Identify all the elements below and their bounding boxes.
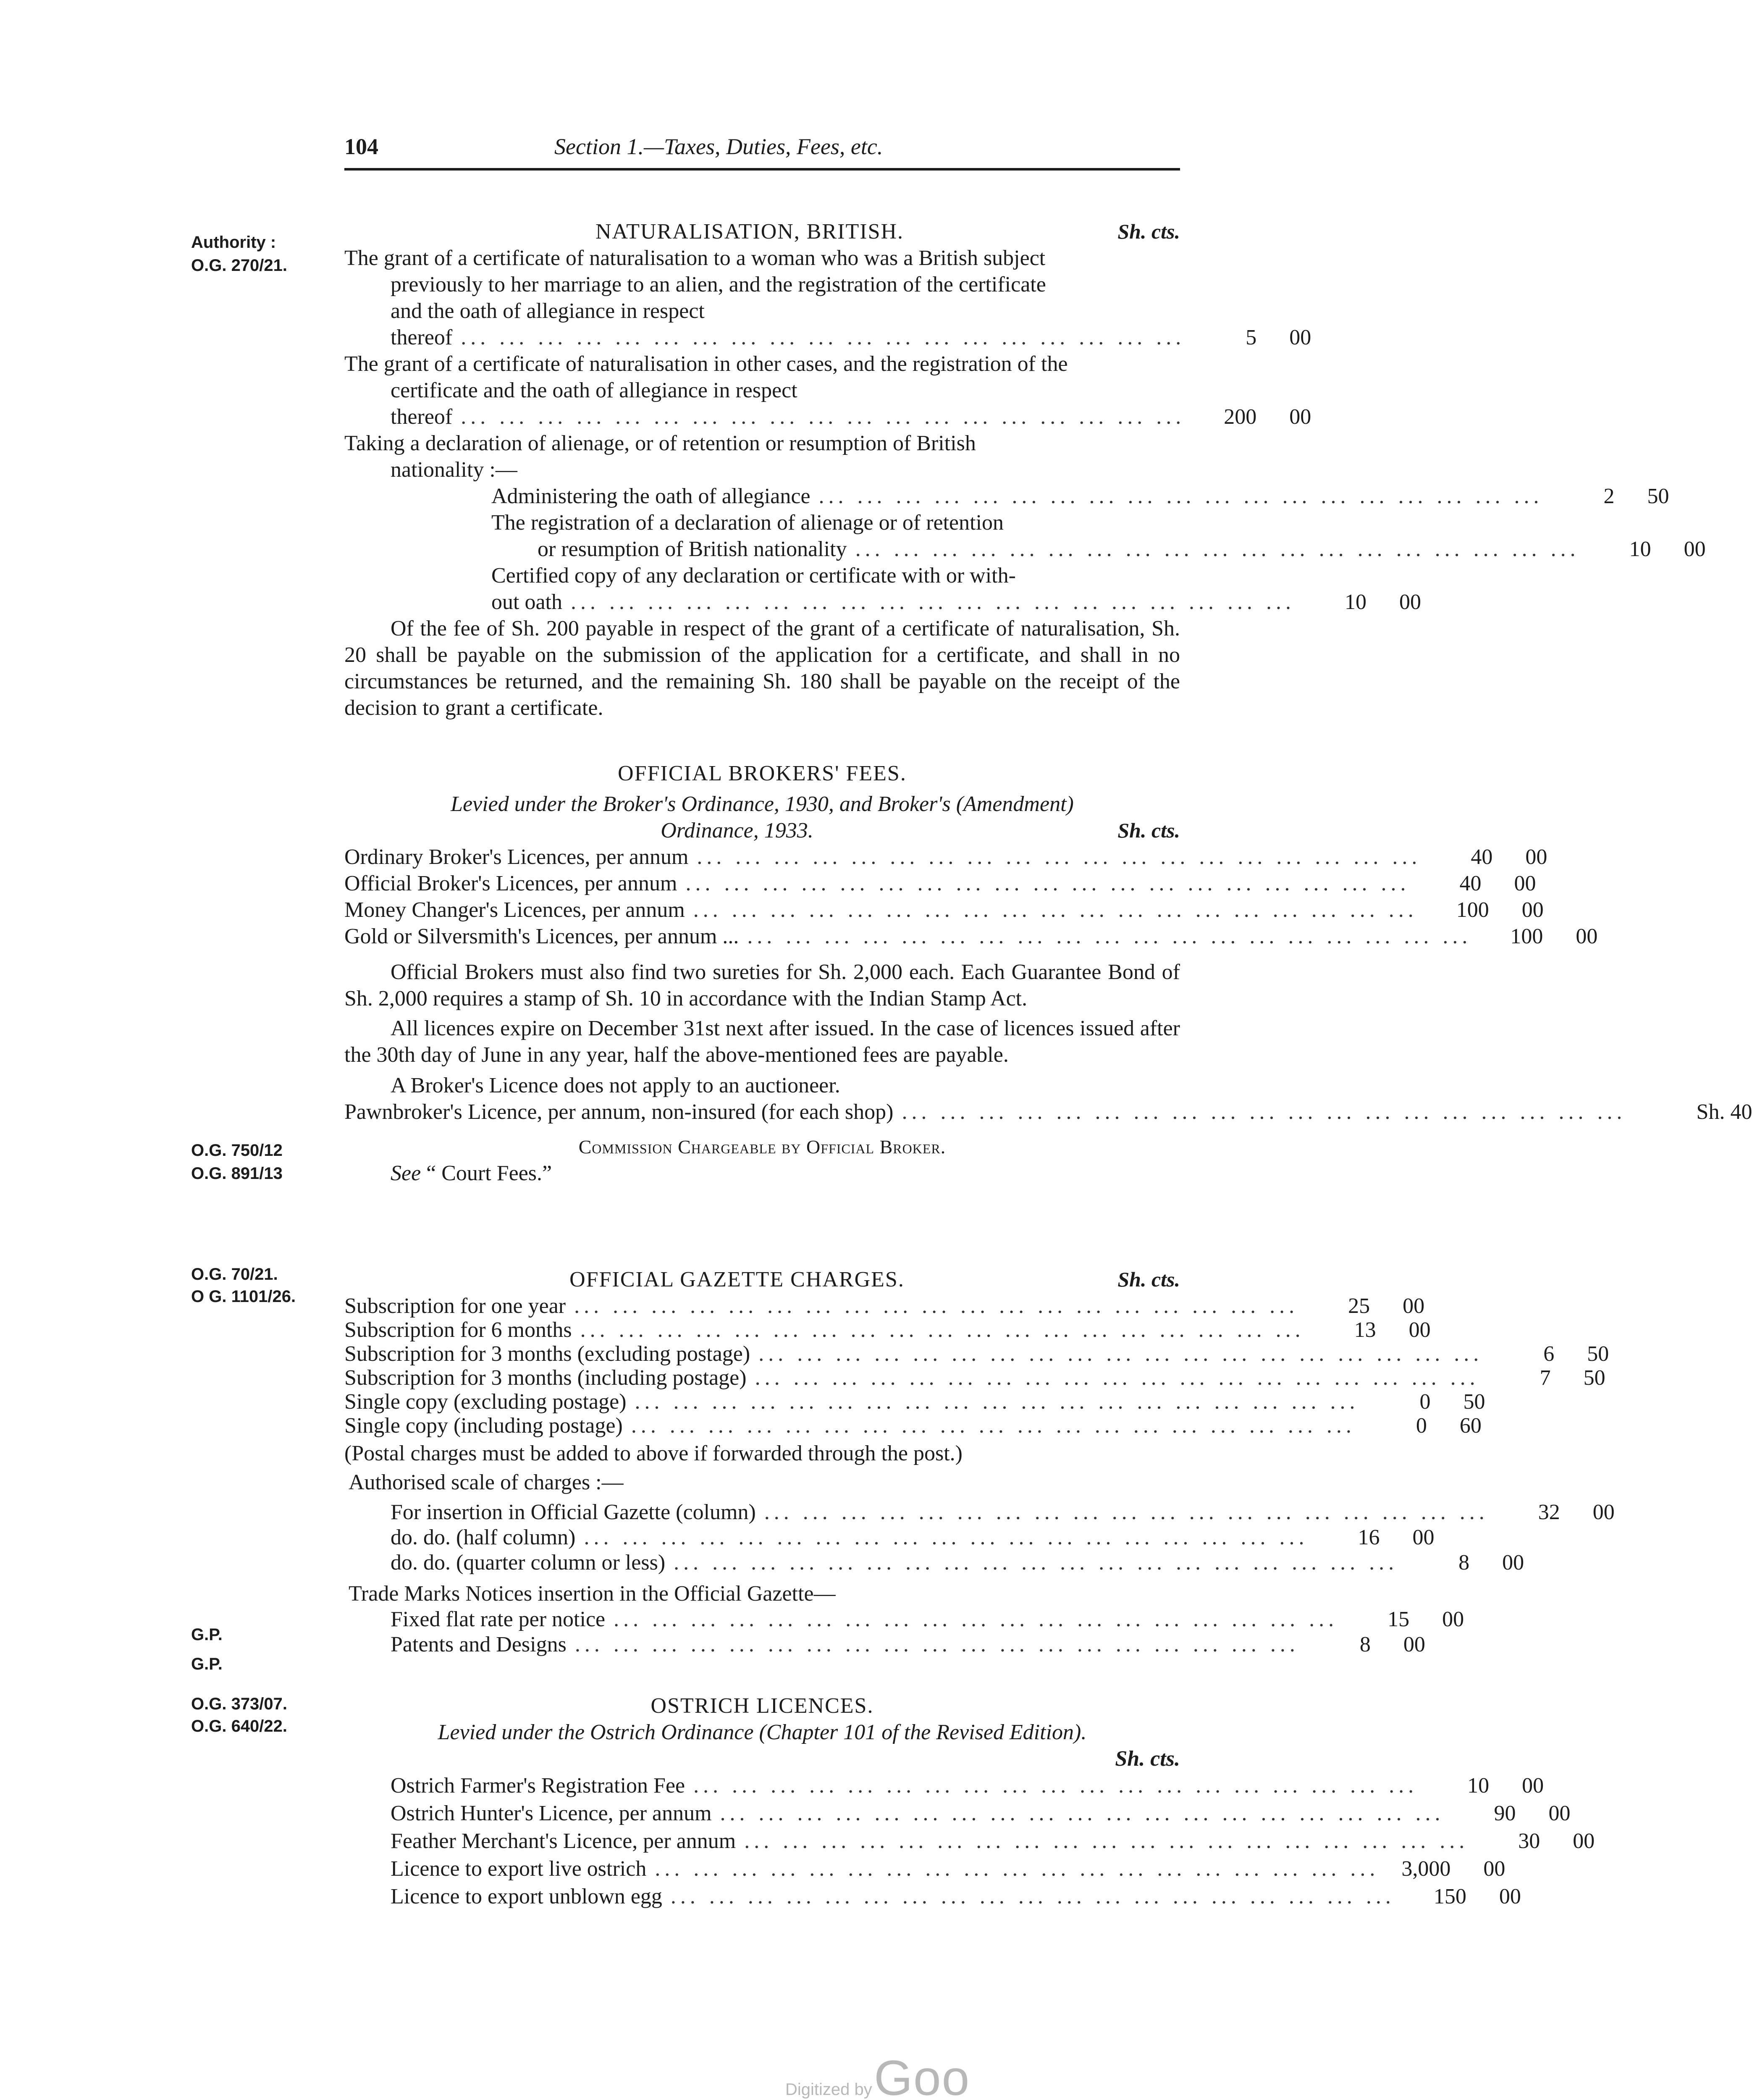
fee-table bbox=[344, 1294, 1609, 1438]
fee-row bbox=[344, 923, 1598, 950]
fee-label: Subscription for 3 months (including postage) bbox=[344, 1366, 747, 1390]
leader-dots: ... ... ... ... ... ... ... ... ... ... ... ... ... ... ... ... ... ... ... bbox=[461, 326, 1185, 349]
leader-dots: ... ... ... ... ... ... ... ... ... ... ... ... ... ... ... ... ... ... ... bbox=[693, 1774, 1418, 1798]
fee-label: Subscription for 3 months (excluding postage) bbox=[344, 1342, 750, 1366]
leader-dots: ... ... ... ... ... ... ... ... ... ... ... ... ... ... ... ... ... ... ... bbox=[697, 845, 1422, 869]
leader-dots: ... ... ... ... ... ... ... ... ... ... ... ... ... ... ... ... ... ... ... bbox=[764, 1500, 1489, 1524]
paragraph: The grant of a certificate of naturalisation in other cases, and the registration of the certificate and the oath of allegiance in respect bbox=[344, 352, 1068, 402]
fee-shillings: 8 bbox=[1359, 1633, 1371, 1656]
running-header: Section 1.—Taxes, Duties, Fees, etc. bbox=[554, 134, 883, 159]
fee-label: do. do. (half column) bbox=[391, 1525, 576, 1549]
fee-label: Licence to export unblown egg bbox=[391, 1885, 662, 1908]
fee-table bbox=[344, 844, 1598, 950]
leader-dots: ... ... ... ... ... ... ... ... ... ... ... ... ... ... ... ... ... ... ... bbox=[670, 1885, 1395, 1908]
leader-dots: ... ... ... ... ... ... ... ... ... ... ... ... ... ... ... ... ... ... ... bbox=[461, 405, 1185, 429]
fee-cents: 00 bbox=[1412, 1525, 1435, 1549]
fee-row bbox=[344, 1525, 1435, 1550]
fee-label: Single copy (excluding postage) bbox=[344, 1390, 627, 1414]
fee-row bbox=[344, 1883, 1521, 1911]
fee-row bbox=[344, 1390, 1485, 1414]
fee-label: Single copy (including postage) bbox=[344, 1414, 623, 1438]
margin-authority-label: Authority : bbox=[191, 233, 276, 252]
fee-label: Ostrich Hunter's Licence, per annum bbox=[391, 1801, 712, 1825]
margin-ref: O.G. 70/21. bbox=[191, 1265, 278, 1284]
section-subheading: Levied under the Broker's Ordinance, 1930, and Broker's (Amendment) bbox=[451, 792, 1074, 816]
fee-shillings: 10 bbox=[1344, 590, 1366, 614]
fee-label: Pawnbroker's Licence, per annum, non-insured (for each shop) bbox=[344, 1100, 894, 1124]
fee-shillings: 100 bbox=[1456, 898, 1489, 922]
fee-cents: 00 bbox=[1576, 924, 1598, 948]
fee-row bbox=[344, 1318, 1431, 1342]
paragraph: Taking a declaration of alienage, or of retention or resumption of British nationality :— bbox=[344, 431, 976, 482]
watermark-brand: Goo bbox=[874, 2050, 970, 2100]
column-header: Sh. cts. bbox=[1117, 819, 1180, 842]
leader-dots: ... ... ... ... ... ... ... ... ... ... ... ... ... ... ... ... ... ... ... bbox=[614, 1607, 1338, 1631]
leader-dots: ... ... ... ... ... ... ... ... ... ... ... ... ... ... ... ... ... ... ... bbox=[674, 1551, 1398, 1575]
fee-cents: 50 bbox=[1587, 1342, 1609, 1366]
fee-shillings: 40 bbox=[1471, 845, 1493, 869]
paragraph: Authorised scale of charges :— bbox=[349, 1470, 624, 1494]
fee-shillings: 6 bbox=[1543, 1342, 1555, 1366]
fee-label: or resumption of British nationality bbox=[538, 537, 847, 561]
fee-shillings: 10 bbox=[1629, 537, 1651, 561]
fee-shillings: 7 bbox=[1540, 1366, 1551, 1390]
section-subheading: Levied under the Ostrich Ordinance (Chapter 101 of the Revised Edition). bbox=[438, 1720, 1087, 1744]
fee-row bbox=[344, 1855, 1505, 1883]
header-rule bbox=[344, 168, 1180, 171]
fee-label: Official Broker's Licences, per annum bbox=[344, 872, 677, 895]
leader-dots: ... ... ... ... ... ... ... ... ... ... ... ... ... ... ... ... ... ... ... bbox=[570, 590, 1295, 614]
fee-cents: 00 bbox=[1289, 326, 1311, 349]
naturalisation-section bbox=[344, 218, 1706, 721]
margin-ref: O.G. 270/21. bbox=[191, 256, 288, 275]
leader-dots: ... ... ... ... ... ... ... ... ... ... ... ... ... ... ... ... ... ... ... bbox=[580, 1318, 1305, 1342]
fee-row bbox=[344, 589, 1421, 615]
leader-dots: ... ... ... ... ... ... ... ... ... ... ... ... ... ... ... ... ... ... ... bbox=[584, 1525, 1309, 1549]
fee-row bbox=[344, 1827, 1595, 1855]
digitization-watermark bbox=[785, 2050, 1331, 2100]
leader-dots: ... ... ... ... ... ... ... ... ... ... ... ... ... ... ... ... ... ... ... bbox=[635, 1390, 1359, 1414]
margin-ref: O.G. 640/22. bbox=[191, 1717, 288, 1735]
fee-cents: 00 bbox=[1408, 1318, 1431, 1342]
paragraph: Of the fee of Sh. 200 payable in respect of the grant of a certificate of naturalisation, Sh. 20 shall be payable on the submission of the application for a certificate, and shall in no circumstances be returned, and the remaining Sh. 180 shall be payable on the receipt of the decision to grant a certificate. bbox=[344, 617, 1180, 720]
fee-cents: 00 bbox=[1499, 1885, 1521, 1908]
fee-shillings: 10 bbox=[1467, 1774, 1490, 1798]
ostrich-section bbox=[344, 1693, 1595, 1911]
fee-row bbox=[344, 1414, 1482, 1438]
fee-row bbox=[344, 870, 1536, 897]
fee-cents: 50 bbox=[1463, 1390, 1485, 1414]
fee-cents: 00 bbox=[1684, 537, 1706, 561]
fee-label: Feather Merchant's Licence, per annum bbox=[391, 1829, 736, 1853]
fee-cents: 00 bbox=[1514, 872, 1536, 895]
leader-dots: ... ... ... ... ... ... ... ... ... ... ... ... ... ... ... ... ... ... ... bbox=[574, 1294, 1299, 1318]
fee-shillings: 0 bbox=[1419, 1390, 1431, 1414]
fee-cents: 00 bbox=[1403, 1294, 1425, 1318]
fee-cents: 00 bbox=[1442, 1607, 1464, 1631]
fee-row bbox=[344, 1800, 1571, 1827]
fee-table bbox=[344, 1772, 1595, 1911]
fee-shillings: 15 bbox=[1387, 1607, 1410, 1631]
leader-dots: ... ... ... ... ... ... ... ... ... ... ... ... ... ... ... ... ... ... ... bbox=[755, 1366, 1479, 1390]
fee-label: For insertion in Official Gazette (column) bbox=[391, 1500, 756, 1524]
fee-cents: 00 bbox=[1289, 405, 1311, 429]
fee-label: Licence to export live ostrich bbox=[391, 1857, 647, 1881]
fee-row bbox=[344, 1366, 1605, 1390]
column-header: Sh. cts. bbox=[1117, 1268, 1180, 1291]
fee-row bbox=[344, 1550, 1524, 1575]
fee-row bbox=[344, 1294, 1425, 1318]
leader-dots: ... ... ... ... ... ... ... ... ... ... ... ... ... ... ... ... ... ... ... bbox=[855, 537, 1580, 561]
fee-cents: 00 bbox=[1403, 1633, 1425, 1656]
fee-shillings: 100 bbox=[1510, 924, 1543, 948]
paragraph: The registration of a declaration of alienage or of retention bbox=[491, 511, 1004, 535]
leader-dots: ... ... ... ... ... ... ... ... ... ... ... ... ... ... ... ... ... ... ... bbox=[902, 1100, 1626, 1124]
fee-cents: 00 bbox=[1483, 1857, 1505, 1881]
fee-label: Gold or Silversmith's Licences, per annum ... bbox=[344, 924, 739, 948]
leader-dots: ... ... ... ... ... ... ... ... ... ... ... ... ... ... ... ... ... ... ... bbox=[758, 1342, 1483, 1366]
fee-cents: 00 bbox=[1525, 845, 1547, 869]
column-header: Sh. cts. bbox=[1117, 220, 1180, 243]
section-subheading: Ordinance, 1933. bbox=[661, 819, 813, 843]
fee-label: Subscription for one year bbox=[344, 1294, 566, 1318]
fee-label: Money Changer's Licences, per annum bbox=[344, 898, 685, 922]
fee-cents: 00 bbox=[1399, 590, 1421, 614]
fee-label: Ordinary Broker's Licences, per annum bbox=[344, 845, 689, 869]
margin-ref: O.G. 891/13 bbox=[191, 1164, 283, 1183]
section-heading: OFFICIAL BROKERS' FEES. bbox=[618, 761, 907, 785]
fee-label: Administering the oath of allegiance bbox=[491, 484, 810, 508]
fee-label: Patents and Designs bbox=[391, 1633, 567, 1656]
fee-cents: 00 bbox=[1502, 1551, 1524, 1575]
fee-row bbox=[344, 1342, 1609, 1366]
leader-dots: ... ... ... ... ... ... ... ... ... ... ... ... ... ... ... ... ... ... ... bbox=[720, 1801, 1445, 1825]
paragraph: (Postal charges must be added to above if forwarded through the post.) bbox=[344, 1441, 963, 1465]
fee-cents: 00 bbox=[1521, 898, 1544, 922]
fee-row bbox=[344, 404, 1311, 430]
fee-label: do. do. (quarter column or less) bbox=[391, 1551, 666, 1575]
section-subheading: Commission Chargeable by Official Broker. bbox=[578, 1136, 946, 1158]
fee-label: out oath bbox=[491, 590, 562, 614]
fee-cents: 00 bbox=[1592, 1500, 1615, 1524]
leader-dots: ... ... ... ... ... ... ... ... ... ... ... ... ... ... ... ... ... ... ... bbox=[693, 898, 1418, 922]
leader-dots: ... ... ... ... ... ... ... ... ... ... ... ... ... ... ... ... ... ... ... bbox=[655, 1857, 1380, 1881]
fee-label: Ostrich Farmer's Registration Fee bbox=[391, 1774, 685, 1798]
paragraph: Certified copy of any declaration or certificate with or with- bbox=[491, 564, 1016, 588]
leader-dots: ... ... ... ... ... ... ... ... ... ... ... ... ... ... ... ... ... ... ... bbox=[744, 1829, 1469, 1853]
fee-shillings: 8 bbox=[1458, 1551, 1470, 1575]
fee-shillings: 150 bbox=[1433, 1885, 1466, 1908]
margin-ref: O.G. 373/07. bbox=[191, 1695, 288, 1713]
fee-cents: 50 bbox=[1583, 1366, 1605, 1390]
fee-table bbox=[344, 1500, 1615, 1575]
paragraph: Official Brokers must also find two sureties for Sh. 2,000 each. Each Guarantee Bond of Sh. 2,000 requires a stamp of Sh. 10 in accordance with the Indian Stamp Act. bbox=[344, 960, 1180, 1011]
leader-dots: ... ... ... ... ... ... ... ... ... ... ... ... ... ... ... ... ... ... ... bbox=[818, 484, 1543, 508]
fee-cents: 50 bbox=[1647, 484, 1669, 508]
paragraph: The grant of a certificate of naturalisation to a woman who was a British subject previously to her marriage to an alien, and the registration of the certificate and the oath of allegiance in respect bbox=[344, 246, 1046, 323]
watermark-digitized: Digitized by bbox=[785, 2080, 872, 2099]
paragraph: Trade Marks Notices insertion in the Official Gazette— bbox=[349, 1582, 836, 1606]
fee-shillings: 0 bbox=[1416, 1414, 1427, 1438]
fee-shillings: 5 bbox=[1246, 326, 1257, 349]
fee-row bbox=[344, 324, 1311, 351]
fee-cents: 00 bbox=[1573, 1829, 1595, 1853]
fee-amount: Sh. 40 bbox=[1696, 1100, 1752, 1124]
paragraph: A Broker's Licence does not apply to an auctioneer. bbox=[391, 1074, 840, 1097]
cross-reference bbox=[344, 1160, 1180, 1186]
section-heading: OFFICIAL GAZETTE CHARGES. bbox=[569, 1268, 905, 1292]
margin-ref: O.G. 750/12 bbox=[191, 1141, 283, 1160]
leader-dots: ... ... ... ... ... ... ... ... ... ... ... ... ... ... ... ... ... ... ... bbox=[685, 872, 1410, 895]
fee-shillings: 32 bbox=[1538, 1500, 1560, 1524]
fee-label: Subscription for 6 months bbox=[344, 1318, 572, 1342]
fee-shillings: 16 bbox=[1358, 1525, 1380, 1549]
fee-shillings: 2 bbox=[1603, 484, 1615, 508]
paragraph: All licences expire on December 31st next after issued. In the case of licences issued after the 30th day of June in any year, half the above-mentioned fees are payable. bbox=[344, 1016, 1180, 1067]
fee-row bbox=[344, 844, 1547, 870]
leader-dots: ... ... ... ... ... ... ... ... ... ... ... ... ... ... ... ... ... ... ... bbox=[747, 924, 1472, 948]
fee-shillings: 3,000 bbox=[1401, 1857, 1451, 1881]
margin-ref: G.P. bbox=[191, 1625, 223, 1644]
margin-ref: O G. 1101/26. bbox=[191, 1287, 296, 1306]
margin-ref: G.P. bbox=[191, 1655, 223, 1673]
fee-row bbox=[344, 483, 1669, 509]
fee-row bbox=[344, 1607, 1464, 1632]
fee-shillings: 13 bbox=[1354, 1318, 1376, 1342]
fee-shillings: 90 bbox=[1494, 1801, 1516, 1825]
see-label: See bbox=[391, 1161, 421, 1185]
gazette-section bbox=[344, 1266, 1615, 1657]
fee-label: thereof bbox=[391, 405, 453, 429]
fee-row bbox=[344, 1099, 1752, 1125]
fee-shillings: 30 bbox=[1518, 1829, 1540, 1853]
fee-cents: 00 bbox=[1548, 1801, 1571, 1825]
fee-cents: 60 bbox=[1459, 1414, 1482, 1438]
see-target: “ Court Fees.” bbox=[426, 1161, 552, 1185]
fee-shillings: 40 bbox=[1459, 872, 1482, 895]
leader-dots: ... ... ... ... ... ... ... ... ... ... ... ... ... ... ... ... ... ... ... bbox=[631, 1414, 1356, 1438]
fee-row bbox=[344, 536, 1706, 562]
section-heading: NATURALISATION, BRITISH. bbox=[595, 220, 904, 244]
leader-dots: ... ... ... ... ... ... ... ... ... ... ... ... ... ... ... ... ... ... ... bbox=[574, 1633, 1299, 1656]
fee-row bbox=[344, 1772, 1544, 1800]
fee-shillings: 200 bbox=[1224, 405, 1257, 429]
fee-row bbox=[344, 1632, 1425, 1657]
fee-cents: 00 bbox=[1522, 1774, 1544, 1798]
fee-label: Fixed flat rate per notice bbox=[391, 1607, 606, 1631]
fee-table bbox=[344, 1607, 1464, 1657]
fee-row bbox=[344, 897, 1544, 923]
fee-label: thereof bbox=[391, 326, 453, 349]
brokers-section bbox=[344, 760, 1752, 1186]
page-number: 104 bbox=[344, 134, 378, 159]
fee-row bbox=[344, 1500, 1615, 1525]
column-header: Sh. cts. bbox=[1115, 1747, 1180, 1771]
section-heading: OSTRICH LICENCES. bbox=[650, 1694, 874, 1718]
fee-shillings: 25 bbox=[1348, 1294, 1370, 1318]
